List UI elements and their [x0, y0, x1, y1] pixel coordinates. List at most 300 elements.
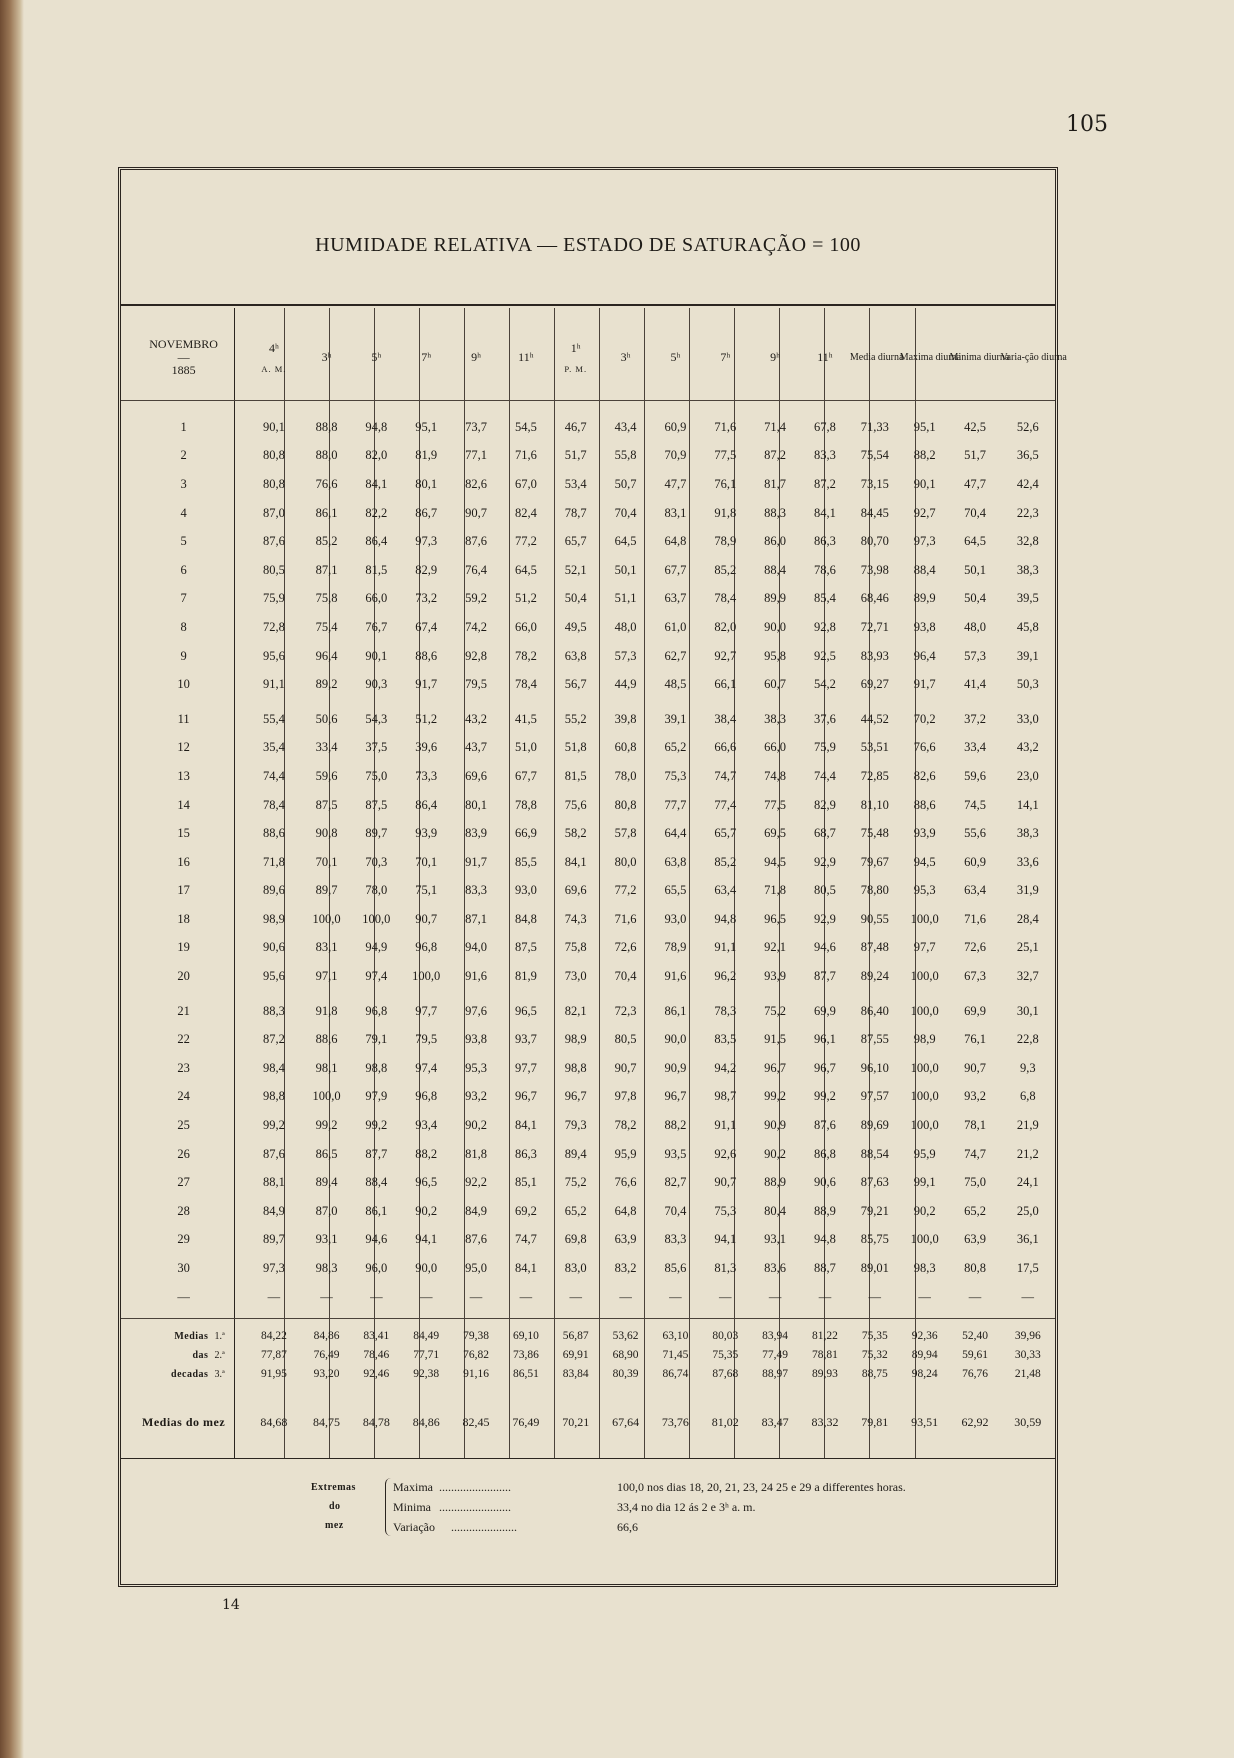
- table-cell: 42,4: [1016, 476, 1039, 491]
- table-cell: 6,8: [1019, 1089, 1036, 1104]
- table-cell: 39,8: [614, 711, 637, 726]
- table-cell: 92,7: [714, 648, 737, 663]
- table-cell: 76,82: [463, 1348, 489, 1361]
- header-col-10: 9ʰ: [770, 350, 781, 364]
- table-cell: 18: [177, 911, 190, 926]
- table-cell: 88,97: [762, 1367, 789, 1380]
- decade-mean-label: decadas: [171, 1368, 209, 1380]
- table-cell: 42,5: [964, 419, 986, 434]
- table-cell: 81,9: [415, 448, 438, 463]
- extremes-label: do: [329, 1501, 341, 1512]
- table-row: [121, 442, 1055, 471]
- table-cell: 84,78: [362, 1415, 390, 1430]
- table-cell: 69,8: [564, 1232, 587, 1247]
- table-cell: 65,2: [664, 740, 687, 755]
- table-cell: 32,7: [1016, 969, 1039, 984]
- table-cell: 98,9: [564, 1032, 587, 1047]
- table-cell: 80,8: [964, 1261, 986, 1276]
- table-cell: 94,8: [714, 911, 737, 926]
- table-cell: —: [818, 1290, 832, 1305]
- extreme-value: 33,4 no dia 12 ás 2 e 3ʰ a. m.: [617, 1500, 756, 1514]
- table-cell: 79,3: [564, 1118, 587, 1133]
- table-cell: 78,4: [262, 797, 285, 812]
- table-cell: 94,6: [365, 1232, 388, 1247]
- table-cell: 7: [180, 591, 187, 606]
- table-cell: 87,0: [315, 1203, 338, 1218]
- table-cell: 74,7: [964, 1146, 986, 1161]
- table-cell: 65,7: [714, 826, 737, 841]
- table-cell: 33,6: [1016, 854, 1039, 869]
- table-cell: 24: [177, 1089, 190, 1104]
- table-cell: 89,7: [262, 1232, 285, 1247]
- extreme-value: 66,6: [617, 1520, 638, 1534]
- table-row: [121, 1226, 1055, 1255]
- table-cell: 87,0: [262, 505, 285, 520]
- table-cell: 73,15: [860, 476, 889, 491]
- table-cell: 93,8: [465, 1032, 487, 1047]
- table-cell: 98,4: [262, 1060, 285, 1075]
- table-cell: 77,7: [664, 797, 687, 812]
- table-cell: 53,51: [860, 740, 889, 755]
- table-cell: 21,9: [1016, 1118, 1039, 1133]
- table-cell: 89,69: [860, 1118, 889, 1133]
- table-cell: 79,1: [365, 1032, 388, 1047]
- table-cell: 90,8: [315, 826, 338, 841]
- table-cell: 99,1: [913, 1175, 936, 1190]
- table-row: [121, 1197, 1055, 1226]
- table-cell: 28,4: [1016, 911, 1039, 926]
- table-cell: 88,9: [814, 1203, 836, 1218]
- table-cell: 66,9: [514, 826, 537, 841]
- table-cell: 14,1: [1016, 797, 1039, 812]
- table-cell: 66,0: [365, 591, 388, 606]
- table-cell: 80,5: [262, 562, 285, 577]
- table-cell: 59,6: [315, 768, 338, 783]
- header-maxima-diurna: Maxima diurna: [899, 352, 962, 363]
- table-cell: 79,21: [860, 1203, 889, 1218]
- table-cell: 86,5: [315, 1146, 338, 1161]
- table-cell: 73,7: [465, 419, 487, 434]
- table-cell: 97,3: [913, 534, 936, 549]
- table-cell: —: [519, 1290, 533, 1305]
- table-cell: —: [469, 1290, 483, 1305]
- table-cell: 55,4: [262, 711, 285, 726]
- table-cell: 20: [177, 969, 190, 984]
- table-cell: 5: [180, 534, 187, 549]
- table-cell: 55,8: [614, 448, 637, 463]
- table-cell: 68,7: [814, 826, 836, 841]
- table-cell: 57,3: [964, 648, 986, 663]
- table-cell: 75,9: [262, 591, 285, 606]
- table-cell: 66,0: [514, 619, 537, 634]
- table-cell: 19: [177, 940, 190, 955]
- table-cell: 80,8: [262, 448, 285, 463]
- table-cell: 77,49: [762, 1348, 789, 1361]
- table-cell: —: [1021, 1290, 1034, 1305]
- table-cell: 97,7: [415, 1003, 438, 1018]
- table-cell: 92,36: [911, 1330, 938, 1343]
- table-cell: 90,9: [664, 1060, 687, 1075]
- table-cell: 36,1: [1016, 1232, 1039, 1247]
- table-row: [121, 762, 1055, 791]
- table-cell: 81,3: [714, 1261, 737, 1276]
- table-cell: 54,2: [814, 677, 836, 692]
- table-cell: 75,0: [365, 768, 388, 783]
- table-cell: 38,3: [1016, 562, 1039, 577]
- table-cell: 64,8: [664, 534, 687, 549]
- table-cell: 86,0: [764, 534, 787, 549]
- table-cell: 78,6: [814, 562, 836, 577]
- decade-mean-row: [121, 1327, 1055, 1346]
- table-cell: 90,2: [415, 1203, 438, 1218]
- table-cell: 63,9: [964, 1232, 986, 1247]
- table-cell: 96,2: [714, 969, 737, 984]
- title-rule: [121, 304, 1055, 306]
- table-cell: 81,22: [812, 1330, 838, 1343]
- table-cell: 83,6: [764, 1261, 787, 1276]
- table-cell: —: [619, 1290, 632, 1305]
- table-cell: 70,4: [614, 969, 637, 984]
- table-cell: 88,3: [764, 505, 787, 520]
- decade-number: 3.ª: [214, 1368, 225, 1380]
- table-cell: 95,9: [614, 1146, 637, 1161]
- table-cell: 83,93: [860, 648, 889, 663]
- table-cell: 70,21: [562, 1415, 590, 1430]
- page-number: 105: [1066, 112, 1108, 137]
- table-cell: 82,6: [465, 476, 487, 491]
- table-cell: 83,1: [315, 940, 338, 955]
- table-row: [121, 470, 1055, 499]
- table-cell: 88,6: [913, 797, 936, 812]
- table-cell: 91,1: [262, 677, 285, 692]
- table-row: [121, 1025, 1055, 1054]
- table-cell: 78,2: [514, 648, 537, 663]
- table-cell: 75,48: [860, 826, 889, 841]
- table-cell: 93,9: [415, 826, 438, 841]
- table-cell: 80,8: [262, 476, 285, 491]
- table-cell: 60,8: [614, 740, 637, 755]
- table-cell: 95,0: [465, 1261, 487, 1276]
- table-cell: 97,9: [365, 1089, 388, 1104]
- table-cell: 51,0: [514, 740, 537, 755]
- table-cell: 17,5: [1016, 1261, 1039, 1276]
- table-cell: 67,7: [664, 562, 687, 577]
- table-cell: 84,9: [465, 1203, 487, 1218]
- table-cell: 92,8: [465, 648, 487, 663]
- table-cell: 50,7: [614, 476, 637, 491]
- table-cell: 87,68: [712, 1367, 739, 1380]
- table-cell: 62,7: [664, 648, 687, 663]
- leader-dots: ........................: [439, 1500, 511, 1514]
- table-cell: 75,4: [315, 619, 338, 634]
- table-cell: —: [968, 1290, 982, 1305]
- table-row: [121, 962, 1055, 991]
- table-cell: 13: [177, 768, 190, 783]
- table-cell: 100,0: [910, 1003, 939, 1018]
- table-cell: 100,0: [910, 1060, 939, 1075]
- table-cell: 9: [180, 648, 187, 663]
- table-cell: 74,3: [564, 911, 587, 926]
- table-cell: 84,1: [365, 476, 388, 491]
- table-cell: 92,8: [814, 619, 836, 634]
- table-cell: 99,2: [365, 1118, 388, 1133]
- table-row: [121, 642, 1055, 671]
- humidity-table: [121, 308, 1067, 1441]
- table-cell: 92,7: [913, 505, 936, 520]
- table-cell: 90,7: [964, 1060, 986, 1075]
- table-cell: 71,6: [614, 911, 637, 926]
- table-cell: 78,46: [363, 1348, 390, 1361]
- table-cell: 97,3: [415, 534, 438, 549]
- table-cell: 78,7: [564, 505, 587, 520]
- header-minima-diurna: Minima diurna: [949, 352, 1010, 363]
- table-cell: 73,0: [564, 969, 587, 984]
- table-cell: 75,1: [415, 883, 438, 898]
- table-cell: 78,9: [714, 534, 737, 549]
- table-cell: 1: [180, 419, 187, 434]
- table-cell: 70,2: [913, 711, 936, 726]
- table-cell: 51,7: [564, 448, 587, 463]
- table-cell: 96,8: [415, 1089, 438, 1104]
- table-row: [121, 1140, 1055, 1169]
- table-cell: 36,5: [1016, 448, 1039, 463]
- table-cell: 12: [177, 740, 190, 755]
- table-cell: 9,3: [1019, 1060, 1036, 1075]
- table-cell: 39,1: [1016, 648, 1039, 663]
- table-cell: 49,5: [564, 619, 587, 634]
- table-cell: 93,20: [313, 1367, 340, 1380]
- table-cell: 80,5: [814, 883, 836, 898]
- table-cell: 86,7: [415, 505, 438, 520]
- table-cell: —: [320, 1290, 333, 1305]
- table-cell: 76,4: [465, 562, 487, 577]
- table-cell: 86,1: [664, 1003, 687, 1018]
- table-cell: 78,2: [614, 1118, 637, 1133]
- table-cell: 73,76: [661, 1415, 689, 1430]
- table-cell: 50,1: [614, 562, 637, 577]
- table-cell: 94,5: [913, 854, 936, 869]
- header-dash: —: [177, 350, 190, 364]
- table-cell: 89,01: [860, 1261, 889, 1276]
- header-media-diurna: Media diurna: [849, 352, 904, 363]
- table-cell: 100,0: [910, 1118, 939, 1133]
- table-cell: 98,9: [262, 911, 285, 926]
- table-cell: 87,6: [814, 1118, 836, 1133]
- table-cell: 47,7: [964, 476, 986, 491]
- table-cell: 81,5: [564, 768, 587, 783]
- table-cell: 93,5: [664, 1146, 687, 1161]
- table-cell: 38,3: [1016, 826, 1039, 841]
- table-cell: 82,2: [365, 505, 388, 520]
- table-cell: 77,5: [764, 797, 787, 812]
- table-cell: —: [669, 1290, 682, 1305]
- table-cell: 89,94: [911, 1348, 938, 1361]
- table-cell: 84,86: [313, 1330, 340, 1343]
- table-cell: 87,55: [860, 1032, 889, 1047]
- table-cell: 91,1: [714, 940, 737, 955]
- header-col-9: 7ʰ: [720, 350, 731, 364]
- table-cell: 63,8: [664, 854, 687, 869]
- table-cell: 77,4: [714, 797, 737, 812]
- table-cell: 77,71: [413, 1348, 440, 1361]
- table-cell: 91,7: [415, 677, 438, 692]
- table-cell: 94,8: [365, 419, 388, 434]
- table-cell: 72,71: [860, 619, 889, 634]
- table-row: [121, 585, 1055, 614]
- table-cell: 71,6: [714, 419, 737, 434]
- table-cell: 75,54: [860, 448, 889, 463]
- table-cell: 30,1: [1016, 1003, 1039, 1018]
- table-row: [121, 705, 1055, 734]
- leader-dots: ......................: [451, 1520, 517, 1534]
- table-cell: 89,9: [764, 591, 787, 606]
- table-cell: 93,1: [764, 1232, 787, 1247]
- table-cell: 85,6: [664, 1261, 687, 1276]
- table-cell: 84,45: [860, 505, 889, 520]
- table-cell: 96,4: [913, 648, 936, 663]
- table-cell: 73,98: [860, 562, 889, 577]
- table-cell: 93,8: [913, 619, 936, 634]
- table-cell: 96,4: [315, 648, 338, 663]
- table-cell: 100,0: [312, 1089, 341, 1104]
- table-cell: 86,74: [662, 1367, 689, 1380]
- table-cell: 69,6: [465, 768, 487, 783]
- table-cell: 92,2: [465, 1175, 487, 1190]
- table-row: [121, 527, 1055, 556]
- table-cell: 76,49: [512, 1415, 540, 1430]
- table-cell: 69,10: [512, 1330, 539, 1343]
- header-row: [121, 308, 1055, 407]
- table-cell: 79,81: [861, 1415, 889, 1430]
- table-row: [121, 997, 1055, 1026]
- table-cell: 63,10: [662, 1330, 689, 1343]
- table-cell: 74,8: [764, 768, 787, 783]
- table-cell: 72,85: [860, 768, 889, 783]
- table-row: [121, 670, 1055, 699]
- table-cell: 80,70: [860, 534, 889, 549]
- table-cell: 76,6: [315, 476, 338, 491]
- extreme-value: 100,0 nos dias 18, 20, 21, 23, 24 25 e 29 a differentes horas.: [617, 1480, 906, 1494]
- table-cell: 99,2: [315, 1118, 338, 1133]
- table-cell: 88,0: [315, 448, 338, 463]
- table-cell: 37,2: [964, 711, 986, 726]
- table-cell: 94,1: [415, 1232, 438, 1247]
- table-cell: 78,0: [365, 883, 388, 898]
- decade-number: 2.ª: [214, 1349, 225, 1361]
- table-cell: 87,6: [465, 534, 487, 549]
- table-cell: 66,6: [714, 740, 737, 755]
- table-cell: 54,3: [365, 711, 388, 726]
- table-row: [121, 1254, 1055, 1283]
- table-cell: 94,2: [714, 1060, 737, 1075]
- table-cell: 93,0: [664, 911, 687, 926]
- table-cell: 31,9: [1016, 883, 1039, 898]
- table-cell: 84,49: [413, 1330, 440, 1343]
- table-cell: 57,8: [614, 826, 637, 841]
- table-cell: 63,7: [664, 591, 687, 606]
- table-cell: 72,6: [964, 940, 986, 955]
- table-cell: 43,2: [1016, 740, 1039, 755]
- table-cell: 92,38: [413, 1367, 440, 1380]
- table-cell: 74,7: [514, 1232, 537, 1247]
- table-cell: 80,1: [415, 476, 438, 491]
- decade-label-cell: [121, 1346, 246, 1365]
- extreme-label: Maxima: [393, 1480, 433, 1494]
- table-cell: 81,9: [514, 969, 537, 984]
- table-cell: 74,4: [814, 768, 836, 783]
- table-cell: 76,49: [313, 1348, 340, 1361]
- table-cell: 43,7: [465, 740, 487, 755]
- table-cell: 98,3: [913, 1261, 936, 1276]
- table-cell: 88,75: [861, 1367, 888, 1380]
- table-cell: 71,8: [764, 883, 787, 898]
- table-cell: 82,1: [564, 1003, 587, 1018]
- table-cell: 22,3: [1016, 505, 1039, 520]
- table-cell: 90,55: [860, 911, 889, 926]
- table-cell: 94,9: [365, 940, 388, 955]
- table-cell: 88,9: [764, 1175, 787, 1190]
- table-cell: 81,10: [860, 797, 889, 812]
- table-cell: 85,75: [860, 1232, 889, 1247]
- header-col-8: 5ʰ: [670, 350, 681, 364]
- table-cell: 91,1: [714, 1118, 737, 1133]
- decade-mean-label: Medias: [174, 1331, 209, 1343]
- table-cell: 70,4: [964, 505, 986, 520]
- table-cell: 90,0: [764, 619, 787, 634]
- table-cell: 88,4: [365, 1175, 388, 1190]
- table-cell: 90,1: [262, 419, 285, 434]
- table-cell: 95,1: [913, 419, 936, 434]
- table-row: [121, 613, 1055, 642]
- table-cell: 72,3: [614, 1003, 637, 1018]
- table-cell: 78,0: [614, 768, 637, 783]
- table-cell: 88,6: [315, 1032, 338, 1047]
- table-cell: 86,1: [365, 1203, 388, 1218]
- header-col-7: 3ʰ: [620, 350, 631, 364]
- decade-mean-label: das: [192, 1349, 209, 1361]
- table-cell: 21: [177, 1003, 190, 1018]
- table-cell: 90,2: [913, 1203, 936, 1218]
- table-cell: 45,8: [1016, 619, 1039, 634]
- table-cell: 88,8: [315, 419, 338, 434]
- table-cell: 43,4: [614, 419, 637, 434]
- table-cell: 64,5: [964, 534, 986, 549]
- table-cell: 85,4: [814, 591, 836, 606]
- table-cell: 77,2: [614, 883, 637, 898]
- table-cell: 71,6: [514, 448, 537, 463]
- table-cell: 67,4: [415, 619, 438, 634]
- table-cell: 83,9: [465, 826, 487, 841]
- table-cell: 89,4: [564, 1146, 587, 1161]
- table-cell: 89,7: [315, 883, 338, 898]
- table-row: [121, 556, 1055, 585]
- table-cell: 86,8: [814, 1146, 836, 1161]
- table-cell: 43,2: [465, 711, 487, 726]
- table-cell: 76,6: [614, 1175, 637, 1190]
- table-cell: 23: [177, 1060, 190, 1075]
- table-cell: 84,8: [514, 911, 537, 926]
- table-cell: 70,9: [664, 448, 687, 463]
- table-cell: 98,8: [564, 1060, 587, 1075]
- table-cell: 75,8: [315, 591, 338, 606]
- table-row: [121, 1083, 1055, 1112]
- table-cell: 71,45: [662, 1348, 689, 1361]
- table-cell: 69,9: [964, 1003, 986, 1018]
- book-spine: [0, 0, 24, 1758]
- table-title: HUMIDADE RELATIVA — ESTADO DE SATURAÇÃO = 100: [315, 234, 861, 256]
- table-cell: 35,4: [262, 740, 285, 755]
- table-cell: 67,7: [514, 768, 537, 783]
